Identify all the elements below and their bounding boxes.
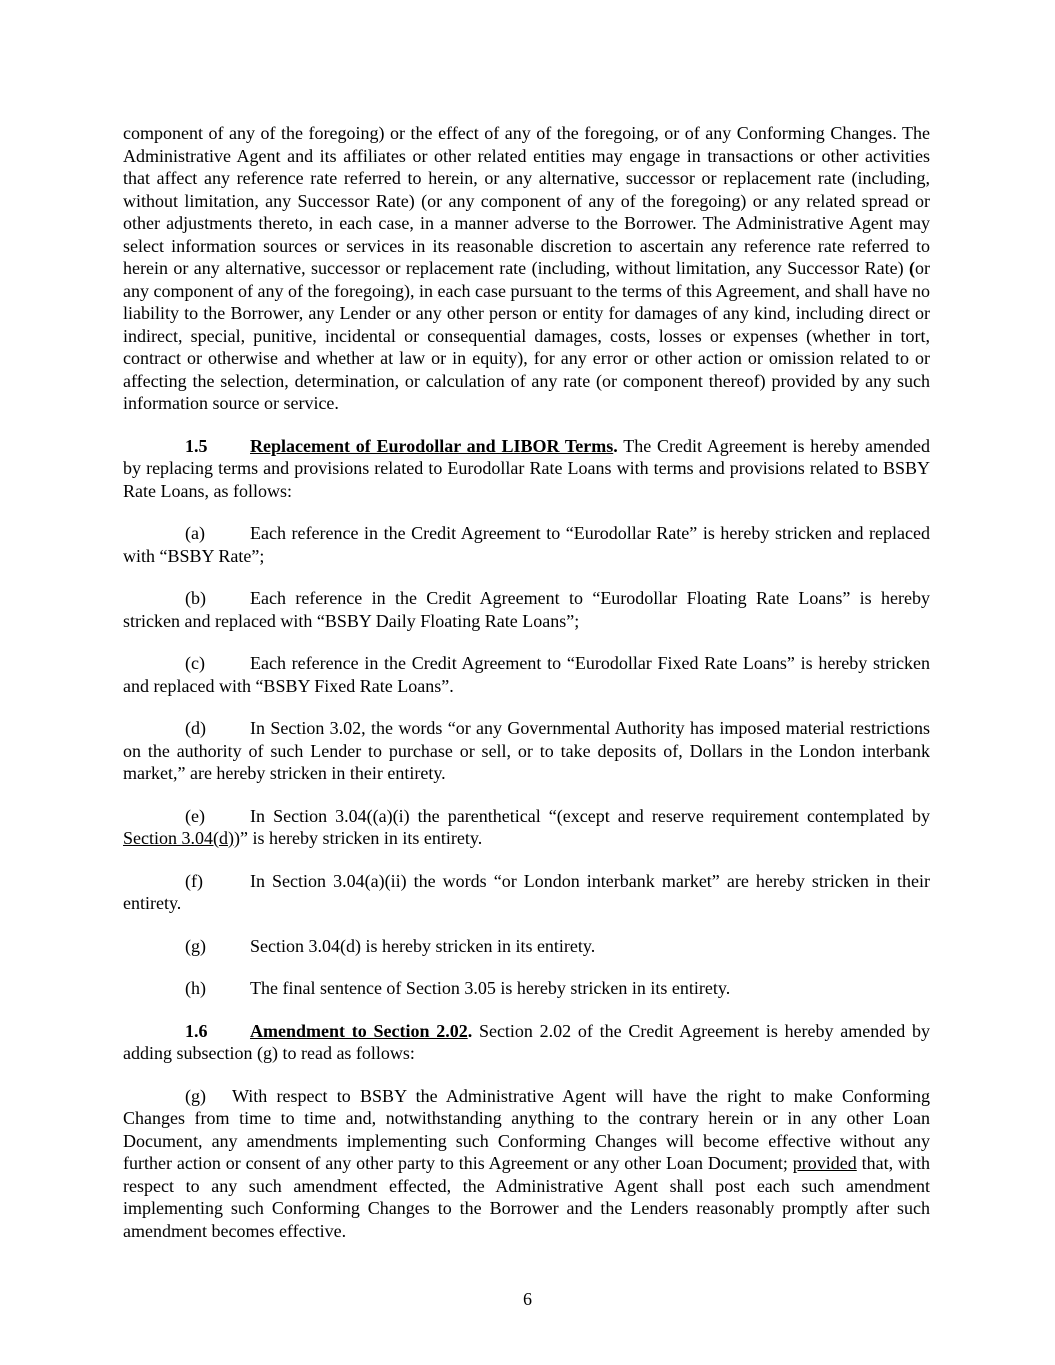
item-label: (b): [185, 588, 206, 608]
item-c: [123, 652, 930, 697]
item-f: [123, 870, 930, 915]
text-run: that, with respect to any such amendment effected, the Administrative Agent shall post each such amendment implementing such Conforming Changes to the Borrower and the Lenders reasonably promptly after such amendment becomes effective.: [123, 1153, 931, 1241]
text-run: Section 3.04(d): [123, 828, 234, 848]
document-body: [123, 122, 930, 1262]
text-run: The Credit Agreement is hereby amended by replacing terms and provisions related to Eurodollar Rate Loans with terms and provisions related to BSBY Rate Loans, as follows:: [123, 435, 930, 501]
item-label: (h): [185, 978, 206, 998]
item-e: [123, 805, 930, 850]
text-run: The final sentence of Section 3.05 is hereby stricken in its entirety.: [250, 978, 731, 998]
page-number: 6: [523, 1289, 532, 1309]
text-run: or any component of any of the foregoing), in each case pursuant to the terms of this Agreement, and shall have no liability to the Borrower, any Lender or any other person or entity for damages of any kind, including direct or indirect, special, punitive, incidental or consequential damages, costs, losses or expenses (whether in tort, contract or otherwise and whether at law or in equity), for any error or other action or omission related to or affecting the selection, determination, or calculation of any rate (or component thereof) provided by any such information source or service.: [123, 258, 930, 413]
text-run: In Section 3.04(a)(ii) the words “or London interbank market” are hereby stricken in their entirety.: [123, 870, 930, 913]
text-run: In Section 3.04((a)(i) the parenthetical “(except and reserve requirement contemplated by: [250, 805, 930, 826]
item-label: (c): [185, 653, 205, 673]
item-d: [123, 717, 930, 785]
section-1-5-heading: [123, 435, 930, 503]
text-run: .: [467, 1020, 473, 1041]
text-run: Section 3.04(d) is hereby stricken in its entirety.: [250, 935, 596, 956]
item-label: (d): [185, 718, 206, 738]
item-label: (g): [185, 935, 206, 956]
text-run: component of any of the foregoing) or the effect of any of the foregoing, or of any Conforming Changes. The Administrative Agent and its affiliates or other related entities may engage in transactions or other activities that affect any reference rate referred to herein, or any alternative, successor or replacement rate (including, without limitation, any Successor Rate) (or any component of any of the foregoing) or any related spread or other adjustments thereto, in each case, in a manner adverse to the Borrower. The Administrative Agent may select information sources or services in its reasonable discretion to ascertain any reference rate referred to herein or any alternative, successor or replacement rate (including, without limitation, any Successor Rate): [123, 123, 930, 278]
text-run: Each reference in the Credit Agreement to “Eurodollar Floating Rate Loans” is hereby stricken and replaced with “BSBY Daily Floating Rate Loans”;: [123, 588, 930, 631]
text-run: In Section 3.02, the words “or any Governmental Authority has imposed material restrictions on the authority of such Lender to purchase or sell, or to take deposits of, Dollars in the London interbank market,” are hereby stricken in their entirety.: [123, 718, 930, 783]
text-run: )” is hereby stricken in its entirety.: [233, 828, 483, 848]
text-run: Replacement of Eurodollar and LIBOR Terms: [250, 435, 614, 456]
text-run: (: [909, 258, 915, 278]
item-label: 1.5: [185, 435, 208, 456]
section-1-6-heading: [123, 1020, 930, 1065]
item-a: [123, 522, 930, 567]
text-run: Section 2.02 of the Credit Agreement is hereby amended by adding subsection (g) to read as follows:: [123, 1020, 930, 1063]
item-h: [123, 977, 930, 1000]
text-run: Each reference in the Credit Agreement to “Eurodollar Rate” is hereby stricken and replaced with “BSBY Rate”;: [123, 523, 930, 566]
text-run: .: [613, 435, 618, 456]
continuation-paragraph: [123, 122, 930, 415]
item-label: (f): [185, 870, 203, 891]
item-label: (e): [185, 805, 205, 826]
item-label: 1.6: [185, 1020, 208, 1041]
item-b: [123, 587, 930, 632]
text-run: With respect to BSBY the Administrative Agent will have the right to make Conforming Changes from time to time and, notwithstanding anything to the contrary herein or in any other Loan Document, any amendments implementing such Conforming Changes will become effective without any further action or consent of any other party to this Agreement or any other Loan Document;: [123, 1085, 930, 1173]
item-label: (g): [185, 1085, 206, 1106]
text-run: provided: [792, 1153, 857, 1173]
item-label: (a): [185, 523, 205, 543]
text-run: Amendment to Section 2.02: [250, 1020, 468, 1041]
item-g: [123, 935, 930, 958]
text-run: Each reference in the Credit Agreement to “Eurodollar Fixed Rate Loans” is hereby stricken and replaced with “BSBY Fixed Rate Loans”.: [123, 653, 930, 696]
new-subsection-g: [123, 1085, 930, 1243]
